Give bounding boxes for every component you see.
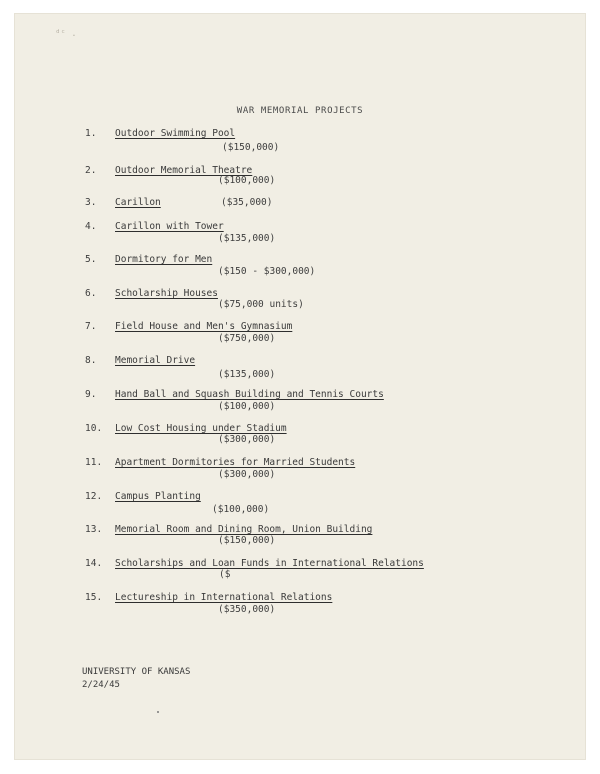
item-cost: ($100,000): [218, 175, 276, 186]
document-page: [15, 14, 585, 759]
item-number: 8.: [85, 355, 97, 366]
item-cost: ($300,000): [218, 434, 276, 445]
item-number: 13.: [85, 524, 103, 535]
item-name: Outdoor Swimming Pool: [115, 128, 236, 139]
item-name: Carillon: [115, 197, 161, 208]
item-cost: ($350,000): [218, 604, 276, 615]
item-number: 4.: [85, 221, 97, 232]
item-cost: ($150,000): [222, 142, 280, 153]
item-name: Memorial Drive: [115, 355, 196, 366]
item-name: Scholarship Houses: [115, 288, 218, 299]
item-cost: ($75,000 units): [218, 299, 304, 310]
item-cost: ($: [219, 569, 231, 580]
item-cost: ($750,000): [218, 333, 276, 344]
item-cost: ($135,000): [218, 233, 276, 244]
item-name: Campus Planting: [115, 491, 201, 502]
document-title: WAR MEMORIAL PROJECTS: [236, 106, 364, 116]
item-name: Low Cost Housing under Stadium: [115, 423, 287, 434]
item-name: Hand Ball and Squash Building and Tennis Courts: [115, 389, 384, 400]
document-footer: [82, 666, 190, 692]
item-name: Apartment Dormitories for Married Students: [115, 457, 356, 468]
item-number: 5.: [85, 254, 97, 265]
item-name: Outdoor Memorial Theatre: [115, 165, 253, 176]
item-cost: ($300,000): [218, 469, 276, 480]
institution-name: UNIVERSITY OF KANSAS: [82, 667, 191, 677]
item-name: Carillon with Tower: [115, 221, 224, 232]
item-cost: ($100,000): [212, 504, 270, 515]
item-number: 2.: [85, 165, 97, 176]
item-number: 7.: [85, 321, 97, 332]
item-number: 11.: [85, 457, 103, 468]
item-cost: ($150 - $300,000): [218, 266, 316, 277]
item-number: 3.: [85, 197, 97, 208]
item-cost: ($150,000): [218, 535, 276, 546]
item-cost: ($135,000): [218, 369, 276, 380]
item-number: 1.: [85, 128, 97, 139]
item-name: Dormitory for Men: [115, 254, 213, 265]
item-name: Memorial Room and Dining Room, Union Building: [115, 524, 373, 535]
item-number: 15.: [85, 592, 103, 603]
item-cost: ($100,000): [218, 401, 276, 412]
item-number: 9.: [85, 389, 97, 400]
page-smudge: ᵈᶜ .: [55, 29, 77, 39]
document-date: 2/24/45: [82, 680, 120, 690]
item-cost: ($35,000): [221, 197, 273, 208]
item-number: 10.: [85, 423, 103, 434]
item-name: Field House and Men's Gymnasium: [115, 321, 293, 332]
item-number: 6.: [85, 288, 97, 299]
item-number: 12.: [85, 491, 103, 502]
item-name: Lectureship in International Relations: [115, 592, 333, 603]
item-name: Scholarships and Loan Funds in International Relations: [115, 558, 424, 569]
paper-speck: [157, 711, 159, 713]
item-number: 14.: [85, 558, 103, 569]
